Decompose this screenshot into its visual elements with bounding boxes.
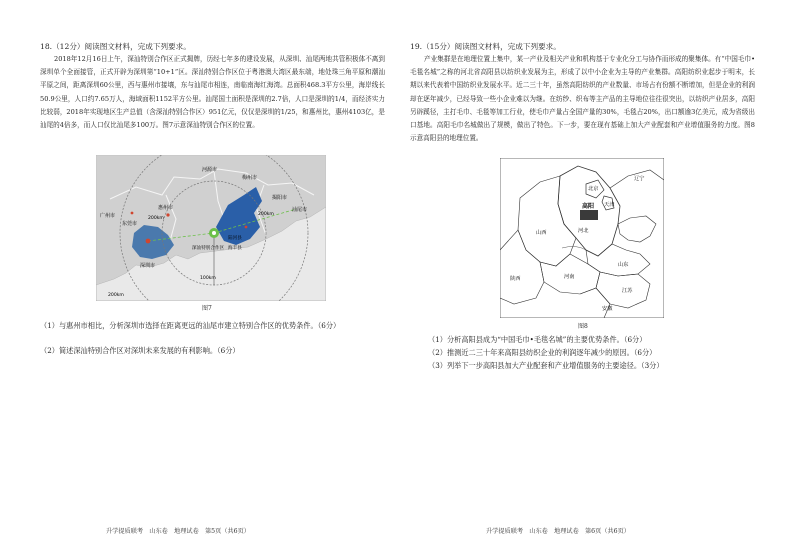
label-gaoyang: 高阳 [582, 203, 595, 210]
label-anhui: 安徽 [602, 306, 613, 312]
label-luhe: 陆河县 [228, 236, 242, 241]
q19-header: 19.（15分）阅读图文材料，完成下列要求。 [410, 42, 561, 51]
label-shandong: 山东 [618, 262, 629, 268]
q18-header: 18.（12分）阅读图文材料，完成下列要求。 [40, 42, 191, 51]
label-scale-mid: 100km [200, 276, 216, 281]
q18-question-2: （2）简述深汕特别合作区对深圳未来发展的有利影响。（6分） [40, 346, 240, 355]
footer-left: 升学提质联考 山东卷 地理试卷 第5页（共6页） [106, 528, 250, 535]
shenzhen-marker [146, 239, 151, 244]
q18-paragraph-text: 2018年12月16日上午，深汕特别合作区正式揭牌，历经七年多的建设发展，从深圳、汕尾两地共管积极体不离到深圳单个全面接管，正式开辟为深圳第“10+1”区。深汕特别合作区位于粤港澳大湾区最东端，地处珠三角平原和潮汕平原之间，距离深圳60公里，西与惠州市接壤，东与汕尾市相连，南临南海红海湾。总面积468.3平方公里，海岸线长50.9公里，人口约7.65万人，海域面积1152平方公里。汕尾国土面积是深圳的2.7倍，人口是深圳的1/4，而经济实力比较弱，2018年实现地区生产总值（含深汕特别合作区）951亿元，仅仅是深圳的1/25，和惠州比，惠州4103亿，是汕尾的4倍多，而人口仅比汕尾多100万。图7示意深汕特别合作区的位置。 [40, 55, 385, 130]
footer-right: 升学提质联考 山东卷 地理试卷 第6页（共6页） [486, 528, 630, 535]
label-shaanxi: 陕西 [510, 276, 521, 282]
label-dist-b: 200km [258, 212, 274, 217]
q18-question-1: （1）与惠州市相比，分析深圳市选择在距离更远的汕尾市建立特别合作区的优势条件。（6分） [40, 321, 341, 330]
dongguan-marker [131, 212, 134, 215]
label-meizhou: 梅州市 [242, 175, 258, 181]
q19-figure-caption: 图8 [578, 323, 588, 330]
map8-svg [500, 158, 664, 318]
label-shenzhen: 深圳市 [140, 263, 156, 269]
label-huizhou: 惠州市 [158, 205, 174, 211]
q19-paragraph-text: 产业集群是在地理位置上集中，某一产业及相关产业和机构基于专业化分工与协作而形成的聚集体。有“中国毛巾•毛毯名城”之称的河北省高阳县以纺织业发展为主，形成了以中小企业为主导的产业集群。高阳纺织业起步于明末，长期以来代表着中国纺织业发展水平。近二三十年，虽然高阳纺织的产业数量、市场占有份额不断增加，但是企业的利润却在逐年减少，已经导致一些小企业难以为继。在纺纱、织布等主产品的主导地位往往很突出，以纺织产业居多，高阳另辟蹊径，主打毛巾、毛毯等加工行业，使毛巾产量占全国产量的30%，毛毯占20%，出口额逾3亿美元，成为省级出口基地。高阳毛巾名城做出了规模，做出了特色。下一步，要在现有基础上加大产业配套和产业增值服务的力度。图8示意高阳县的地理位置。 [410, 55, 755, 143]
q19-paragraph [410, 53, 755, 145]
shanwei-marker [245, 226, 248, 229]
hezuoqu-marker-core [212, 231, 216, 235]
label-dist-a: 200km [148, 216, 164, 221]
label-guangzhou: 广州市 [100, 213, 116, 219]
map-svg [96, 155, 326, 301]
q18-figure-caption: 图7 [202, 305, 212, 312]
figure-7-map [96, 155, 326, 301]
gaoyang-marker [580, 210, 598, 220]
q19-question-2: （2）推测近二三十年来高阳县纺织企业的利润逐年减少的原因。（6分） [428, 348, 657, 357]
label-henan: 河南 [564, 274, 575, 280]
figure-8-map [500, 158, 664, 318]
label-shanwei: 汕尾市 [292, 207, 308, 213]
label-jieyang: 揭阳市 [272, 195, 288, 201]
label-jiangsu: 江苏 [622, 288, 633, 294]
huizhou-marker [166, 213, 169, 216]
label-dongguan: 东莞市 [122, 221, 138, 227]
q19-question-1: （1）分析高阳县成为“中国毛巾•毛毯名城”的主要优势条件。（6分） [428, 335, 647, 344]
label-beijing: 北京 [588, 186, 599, 192]
label-liaoning: 辽宁 [634, 176, 645, 182]
q18-paragraph [40, 53, 385, 132]
label-hebei: 河北 [578, 228, 589, 234]
q19-question-3: （3）列举下一步高阳县加大产业配套和产业增值服务的主要途径。（3分） [428, 361, 664, 370]
label-tianjin: 天津 [604, 202, 615, 208]
label-heyuan: 河源市 [202, 167, 218, 173]
label-haifeng: 海丰县 [228, 246, 242, 251]
label-shanxi: 山西 [536, 230, 547, 236]
label-hezuoqu: 深汕特别合作区 [192, 246, 225, 251]
label-scale-corner: 200km [108, 293, 124, 298]
